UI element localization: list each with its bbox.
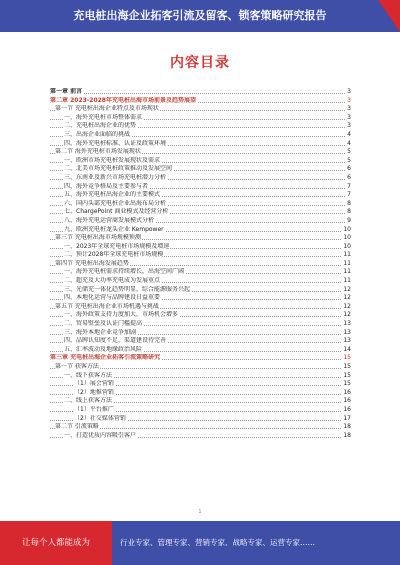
toc-entry-title: （2）地推营销 <box>74 388 114 396</box>
toc-entry-title: 第三节 充电桩出海市场规模预测 <box>55 234 141 242</box>
toc-entry-title: 一、线下获客方法 <box>64 371 113 379</box>
toc-entry-title: 二、贸易壁垒及认证门槛提高 <box>64 320 143 328</box>
header-corner-decoration <box>378 0 400 32</box>
toc-entry[interactable] <box>50 423 351 432</box>
toc-entry-page: 11 <box>343 277 351 285</box>
toc-entry-page: 3 <box>347 113 351 121</box>
toc-entry-page: 6 <box>347 173 351 181</box>
toc-entry-title: 七、ChargePoint 商业模式及经营分析 <box>64 208 169 216</box>
toc-entry-title: 二、北美市场充电桩政策推动及发展空间 <box>64 165 173 173</box>
toc-entry[interactable] <box>50 363 351 372</box>
toc-entry[interactable] <box>50 174 351 183</box>
toc-entry-page: 5 <box>347 156 351 164</box>
toc-entry-page: 12 <box>343 294 351 302</box>
toc-entry[interactable] <box>50 406 351 415</box>
toc-entry-page: 9 <box>347 216 351 224</box>
toc-entry-page: 4 <box>347 139 351 147</box>
toc-entry-title: 三、光储充一体化趋势明显，综合能源服务兴起 <box>64 285 191 293</box>
toc-entry-title: 九、欧洲充电桩龙头企业 Kempower <box>64 225 164 233</box>
toc-entry-title: 一、2023年全球充电桩市场规模及增速 <box>64 242 170 250</box>
toc-entry[interactable] <box>50 372 351 381</box>
toc-entry-page: 10 <box>343 234 351 242</box>
toc-entry-title: 二、超充及大功率充电成为发展重点 <box>64 277 161 285</box>
toc-entry-title: 第二节 引流策略 <box>55 423 99 431</box>
toc-entry[interactable] <box>50 415 351 424</box>
toc-entry-page: 7 <box>347 182 351 190</box>
toc-entry-title: 四、海外充电桩标准、认证及政策环境 <box>64 139 167 147</box>
toc-entry[interactable] <box>50 200 351 209</box>
toc-entry-page: 3 <box>347 88 351 95</box>
toc-entry-page: 15 <box>343 354 351 362</box>
toc-entry-title: 五、汇率波动及地缘政治风险 <box>64 345 143 353</box>
toc-entry-title: 三、海外本地企业竞争加剧 <box>64 328 137 336</box>
toc-entry-title: 二、线上获客方法 <box>64 397 113 405</box>
toc-entry[interactable] <box>50 183 351 192</box>
page-number: 1 <box>198 509 202 515</box>
toc-entry-title: 一、海外充电桩市场整体需求 <box>64 113 143 121</box>
toc-entry-title: 四、品牌认知度不足，渠道建设待完善 <box>64 337 167 345</box>
toc-entry[interactable] <box>50 208 351 217</box>
toc-entry-page: 10 <box>343 242 351 250</box>
toc-entry[interactable] <box>50 329 351 338</box>
toc-entry-page: 11 <box>343 251 351 259</box>
toc-entry-title: 四、本地化运营与品牌建设日益重要 <box>64 294 161 302</box>
toc-entry-page: 14 <box>343 345 351 353</box>
footer-slogan-left: 让每个人都能成为 <box>0 521 112 565</box>
toc-entry-page: 4 <box>347 130 351 138</box>
toc-entry-page: 3 <box>347 122 351 130</box>
toc-entry-title: 三、出海企业面临的挑战 <box>64 130 131 138</box>
toc-entry-title: 第一章 前言 <box>50 88 83 95</box>
toc-entry[interactable] <box>50 303 351 312</box>
toc-entry[interactable] <box>50 226 351 235</box>
toc-entry[interactable] <box>50 243 351 252</box>
toc-entry[interactable] <box>50 320 351 329</box>
toc-entry-page: 7 <box>347 191 351 199</box>
toc-entry-page: 16 <box>343 388 351 396</box>
toc-entry[interactable] <box>50 148 351 157</box>
toc-entry-page: 13 <box>343 337 351 345</box>
document-header <box>0 0 400 32</box>
toc-entry-page: 15 <box>343 371 351 379</box>
toc-entry-page: 8 <box>347 199 351 207</box>
toc-entry-title: 三、东南亚及新兴市场充电桩潜力分析 <box>64 173 167 181</box>
toc-entry-page: 18 <box>343 431 351 439</box>
toc-entry-title: 第四节 充电桩出海发展趋势 <box>55 259 129 267</box>
toc-entry-title: 第二节 海外充电桩市场发展现状 <box>55 148 141 156</box>
toc-entry[interactable] <box>50 432 351 441</box>
toc-entry-page: 13 <box>343 320 351 328</box>
toc-entry-title: 六、国内头部充电桩企业出海布局分析 <box>64 199 167 207</box>
toc-entry-page: 5 <box>347 148 351 156</box>
toc-entry[interactable] <box>50 268 351 277</box>
toc-entry-title: 四、海外竞争格局及主要参与者 <box>64 182 149 190</box>
toc-entry[interactable] <box>50 251 351 260</box>
toc-entry[interactable] <box>50 277 351 286</box>
toc-entry[interactable] <box>50 131 351 140</box>
toc-entry[interactable] <box>50 191 351 200</box>
toc-entry-page: 11 <box>343 259 351 267</box>
toc-entry[interactable] <box>50 294 351 303</box>
toc-entry-title: （1）平台推广 <box>74 405 114 413</box>
toc-entry[interactable] <box>50 286 351 295</box>
toc-entry-page: 6 <box>347 165 351 173</box>
toc-entry[interactable] <box>50 140 351 149</box>
toc-entry-title: 一、海外充电桩需求持续增长，出海空间广阔 <box>64 268 185 276</box>
toc-entry-page: 13 <box>343 328 351 336</box>
toc-entry-page: 12 <box>343 302 351 310</box>
toc-entry-title: 第五节 充电桩出海企业市场机遇与挑战 <box>55 302 159 310</box>
toc-entry-title: 五、海外充电桩出海企业的主要模式 <box>64 191 161 199</box>
document-title: 充电桩出海企业拓客引流及留客、锁客策略研究报告 <box>73 9 327 22</box>
document-footer <box>0 521 400 565</box>
toc-entry-page: 3 <box>347 96 351 104</box>
toc-entry[interactable] <box>50 311 351 320</box>
toc-entry-page: 15 <box>343 363 351 370</box>
toc-heading: 内容目录 <box>170 55 230 71</box>
toc-entry[interactable] <box>50 260 351 269</box>
toc-entry[interactable] <box>50 105 351 114</box>
toc-entry-page: 16 <box>343 397 351 405</box>
toc-entry-page: 10 <box>343 225 351 233</box>
toc-entry-title: （1）展会营销 <box>74 380 114 388</box>
toc-entry-page: 8 <box>347 208 351 216</box>
toc-entry[interactable] <box>50 122 351 131</box>
toc-entry[interactable] <box>50 397 351 406</box>
toc-entry-page: 11 <box>343 268 351 276</box>
toc-entry-page: 12 <box>343 285 351 293</box>
toc-entry[interactable] <box>50 88 351 97</box>
toc-entry-page: 12 <box>343 311 351 319</box>
toc-entry[interactable] <box>50 346 351 355</box>
toc-entry[interactable] <box>50 389 351 398</box>
toc-entry-page: 16 <box>343 405 351 413</box>
toc-entry-title: 第三章 充电桩出海企业拓客引流策略研究 <box>50 354 161 362</box>
toc-entry-title: 八、海外充电运营商发展模式分析 <box>64 216 155 224</box>
toc-entry-title: 一、海外政策支持力度加大，市场机会增多 <box>64 311 179 319</box>
toc-entry[interactable] <box>50 114 351 123</box>
toc-entry-page: 17 <box>343 414 351 422</box>
toc-entry-title: 一、打造优质内容吸引客户 <box>64 431 137 439</box>
toc-entry-title: 第二章 2023-2028年充电桩出海市场前景及趋势展望 <box>50 96 196 104</box>
toc-entry-page: 3 <box>347 105 351 113</box>
toc-entry-title: 二、预计2028年全球充电桩市场规模 <box>64 251 164 259</box>
toc-leader-dots <box>50 93 351 94</box>
toc-entry[interactable] <box>50 380 351 389</box>
toc-entry[interactable] <box>50 337 351 346</box>
toc-entry-title: 第一节 获客方法 <box>55 363 99 370</box>
toc-entry-page: 15 <box>343 380 351 388</box>
toc-entry-title: （2）社交媒体营销 <box>74 414 126 422</box>
toc-entry[interactable] <box>50 157 351 166</box>
footer-slogan-right: 行业专家、管理专家、营销专家、战略专家、运营专家…… <box>120 538 315 547</box>
toc-entry-title: 第一节 充电桩出海企业特点及市场现状 <box>55 105 159 113</box>
toc-entry-title: 一、欧洲市场充电桩发展现状及需求 <box>64 156 161 164</box>
table-of-contents <box>50 88 351 440</box>
toc-entry[interactable] <box>50 354 351 363</box>
toc-entry[interactable] <box>50 97 351 106</box>
toc-entry[interactable] <box>50 234 351 243</box>
toc-entry-page: 18 <box>343 423 351 431</box>
toc-entry[interactable] <box>50 165 351 174</box>
toc-entry[interactable] <box>50 217 351 226</box>
toc-entry-title: 二、充电桩出海企业的优势 <box>64 122 137 130</box>
